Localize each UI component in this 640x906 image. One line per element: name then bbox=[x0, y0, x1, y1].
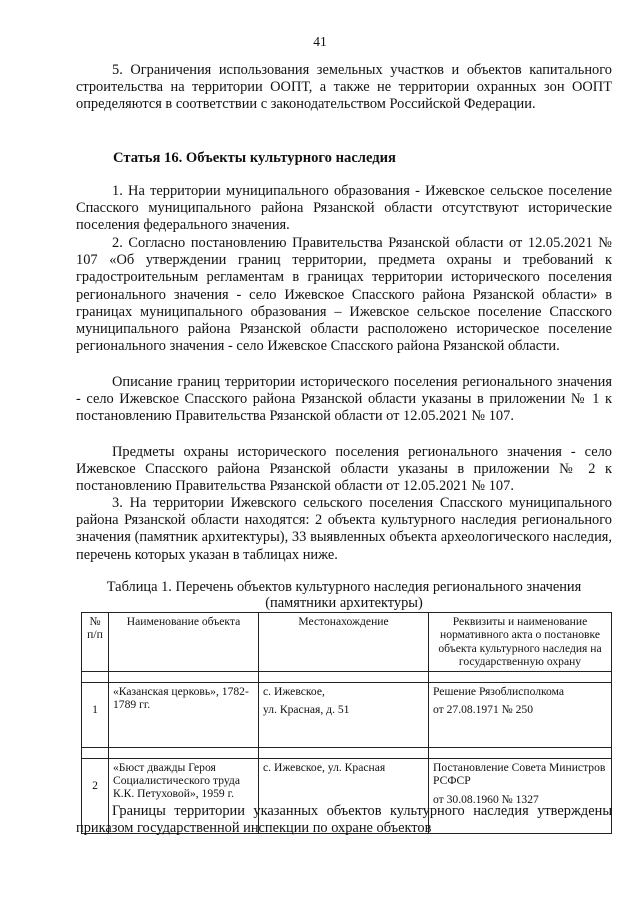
header-requisites: Реквизиты и наименование нормативного акта о постановке объекта культурного наследия на государственную охрану bbox=[429, 613, 612, 672]
requisites-line: Постановление Совета Министров РСФСР bbox=[433, 760, 606, 788]
paragraph-5-restrictions: 5. Ограничения использования земельных участков и объектов капитального строительства на территории ООПТ, а также не территории охранных зон ООПТ определяются в соответствии с законодательством Российской Федерации. bbox=[76, 62, 612, 113]
cell-object-name: «Бюст дважды Героя Социалистического труда К.К. Петуховой», 1959 г. bbox=[109, 758, 259, 833]
location-line: с. Ижевское, bbox=[263, 684, 325, 698]
table-row bbox=[82, 682, 612, 747]
table-caption: Таблица 1. Перечень объектов культурного наследия регионального значения (памятники архитектуры) bbox=[106, 579, 582, 611]
requisites-line: от 27.08.1971 № 250 bbox=[433, 703, 534, 717]
paragraph-2-regional-settlement: 2. Согласно постановлению Правительства Рязанской области от 12.05.2021 № 107 «Об утверждении границ территории, предмета охраны и требований к градостроительным регламентам в границах территории исторического поселения регионального значения - село Ижевское Спасского района Рязанской области» в границах муниципального образования – Ижевское сельское поселение Спасского муниципального района Рязанской области расположено историческое поселение регионального значения - село Ижевское Спасского района Рязанской области. bbox=[76, 235, 612, 355]
paragraph-1-federal: 1. На территории муниципального образования - Ижевское сельское поселение Спасского муниципального района Рязанской области отсутствуют исторические поселения федерального значения. bbox=[76, 183, 612, 234]
cell-number: 1 bbox=[82, 682, 109, 747]
table-spacer-row bbox=[82, 671, 612, 682]
cell-number: 2 bbox=[82, 758, 109, 833]
cell-object-name: «Казанская церковь», 1782-1789 гг. bbox=[109, 682, 259, 747]
paragraph-3-heritage-objects: 3. На территории Ижевского сельского поселения Спасского муниципального района Рязанской области находятся: 2 объекта культурного наследия регионального значения (памятник архитектуры), 33 выявленных объекта археологического наследия, перечень которых указан в таблицах ниже. bbox=[76, 495, 612, 563]
requisites-line: от 30.08.1960 № 1327 bbox=[433, 793, 539, 807]
location-line: ул. Красная, д. 51 bbox=[263, 703, 350, 717]
paragraph-boundaries-approved: Границы территории указанных объектов культурного наследия утверждены приказом государственной инспекции по охране объектов bbox=[76, 803, 612, 837]
paragraph-boundary-description: Описание границ территории исторического поселения регионального значения - село Ижевское Спасского района Рязанской области указаны в приложении № 1 к постановлению Правительства Рязанской области от 12.05.2021 № 107. bbox=[76, 374, 612, 425]
location-line: с. Ижевское, ул. Красная bbox=[263, 760, 386, 774]
header-object-name: Наименование объекта bbox=[109, 613, 259, 672]
header-number: № п/п bbox=[82, 613, 109, 672]
header-location: Местонахождение bbox=[259, 613, 429, 672]
heritage-objects-table bbox=[81, 612, 612, 834]
article-heading: Статья 16. Объекты культурного наследия bbox=[113, 150, 396, 166]
table-header-row bbox=[82, 613, 612, 672]
cell-requisites bbox=[429, 682, 612, 747]
cell-location bbox=[259, 682, 429, 747]
requisites-line: Решение Рязоблисполкома bbox=[433, 684, 565, 698]
page-number: 41 bbox=[313, 34, 327, 49]
table-spacer-row bbox=[82, 747, 612, 758]
paragraph-protection-subjects: Предметы охраны исторического поселения регионального значения - село Ижевское Спасского района Рязанской области указаны в приложении № 2 к постановлению Правительства Рязанской области от 12.05.2021 № 107. bbox=[76, 444, 612, 495]
